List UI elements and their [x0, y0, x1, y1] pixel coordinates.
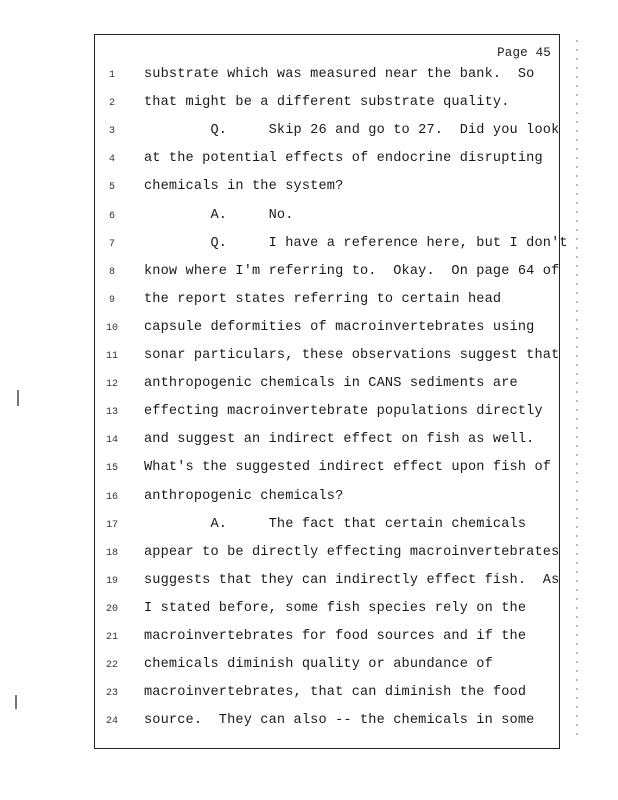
line-number: 8 [108, 266, 115, 278]
page-number: Page 45 [497, 46, 551, 60]
line-number: 20 [105, 603, 118, 615]
line-number: 10 [105, 322, 118, 334]
transcript-page [94, 34, 568, 749]
line-number: 17 [105, 519, 118, 531]
line-text: effecting macroinvertebrate populations directly [144, 404, 543, 420]
line-number: 1 [108, 70, 115, 81]
line-text: Q. Skip 26 and go to 27. Did you look [144, 123, 560, 139]
line-number: 5 [108, 182, 115, 194]
line-number: 4 [108, 154, 115, 166]
line-number: 12 [105, 379, 118, 391]
line-text: the report states referring to certain head [144, 291, 502, 307]
line-number: 21 [105, 632, 118, 643]
line-number: 9 [108, 294, 115, 306]
transcript-line [95, 713, 559, 750]
line-number: 13 [105, 407, 118, 419]
binding-mark [15, 695, 17, 709]
line-number: 2 [108, 98, 115, 110]
line-text: suggests that they can indirectly effect fish. As [144, 572, 560, 588]
line-text: at the potential effects of endocrine disrupting [144, 151, 543, 167]
line-number: 24 [105, 716, 118, 728]
line-text: macroinvertebrates for food sources and if the [144, 629, 527, 644]
binding-mark [17, 390, 19, 406]
line-text: anthropogenic chemicals? [144, 488, 344, 504]
line-text: and suggest an indirect effect on fish as well. [144, 432, 535, 448]
line-text: know where I'm referring to. Okay. On page 64 of [144, 263, 560, 279]
line-text: that might be a different substrate quality. [144, 95, 510, 111]
line-text: macroinvertebrates, that can diminish the food [144, 685, 527, 701]
line-text: I stated before, some fish species rely on the [144, 600, 527, 616]
scan-edge-dots [576, 40, 578, 740]
line-number: 14 [105, 435, 118, 447]
line-text: chemicals diminish quality or abundance of [144, 657, 493, 673]
line-text: sonar particulars, these observations suggest that [144, 348, 560, 363]
line-text: anthropogenic chemicals in CANS sediments are [144, 376, 518, 392]
line-text: chemicals in the system? [144, 179, 344, 195]
line-text: Q. I have a reference here, but I don't [144, 235, 568, 251]
line-text: capsule deformities of macroinvertebrates using [144, 319, 535, 335]
line-text: A. The fact that certain chemicals [144, 516, 527, 532]
line-number: 19 [105, 575, 118, 587]
line-number: 18 [105, 547, 118, 559]
line-text: A. No. [144, 207, 294, 223]
line-number: 16 [105, 491, 118, 503]
line-text: What's the suggested indirect effect upon fish of [144, 460, 552, 476]
line-number: 15 [105, 463, 118, 475]
line-number: 3 [108, 126, 115, 138]
line-number: 23 [105, 688, 118, 700]
line-number: 7 [108, 238, 115, 250]
line-number: 22 [105, 660, 118, 672]
line-number: 11 [105, 351, 118, 362]
line-number: 6 [108, 210, 115, 222]
line-text: substrate which was measured near the bank. So [144, 67, 535, 82]
line-text: source. They can also -- the chemicals in some [144, 713, 535, 729]
line-text: appear to be directly effecting macroinvertebrates [144, 544, 560, 560]
